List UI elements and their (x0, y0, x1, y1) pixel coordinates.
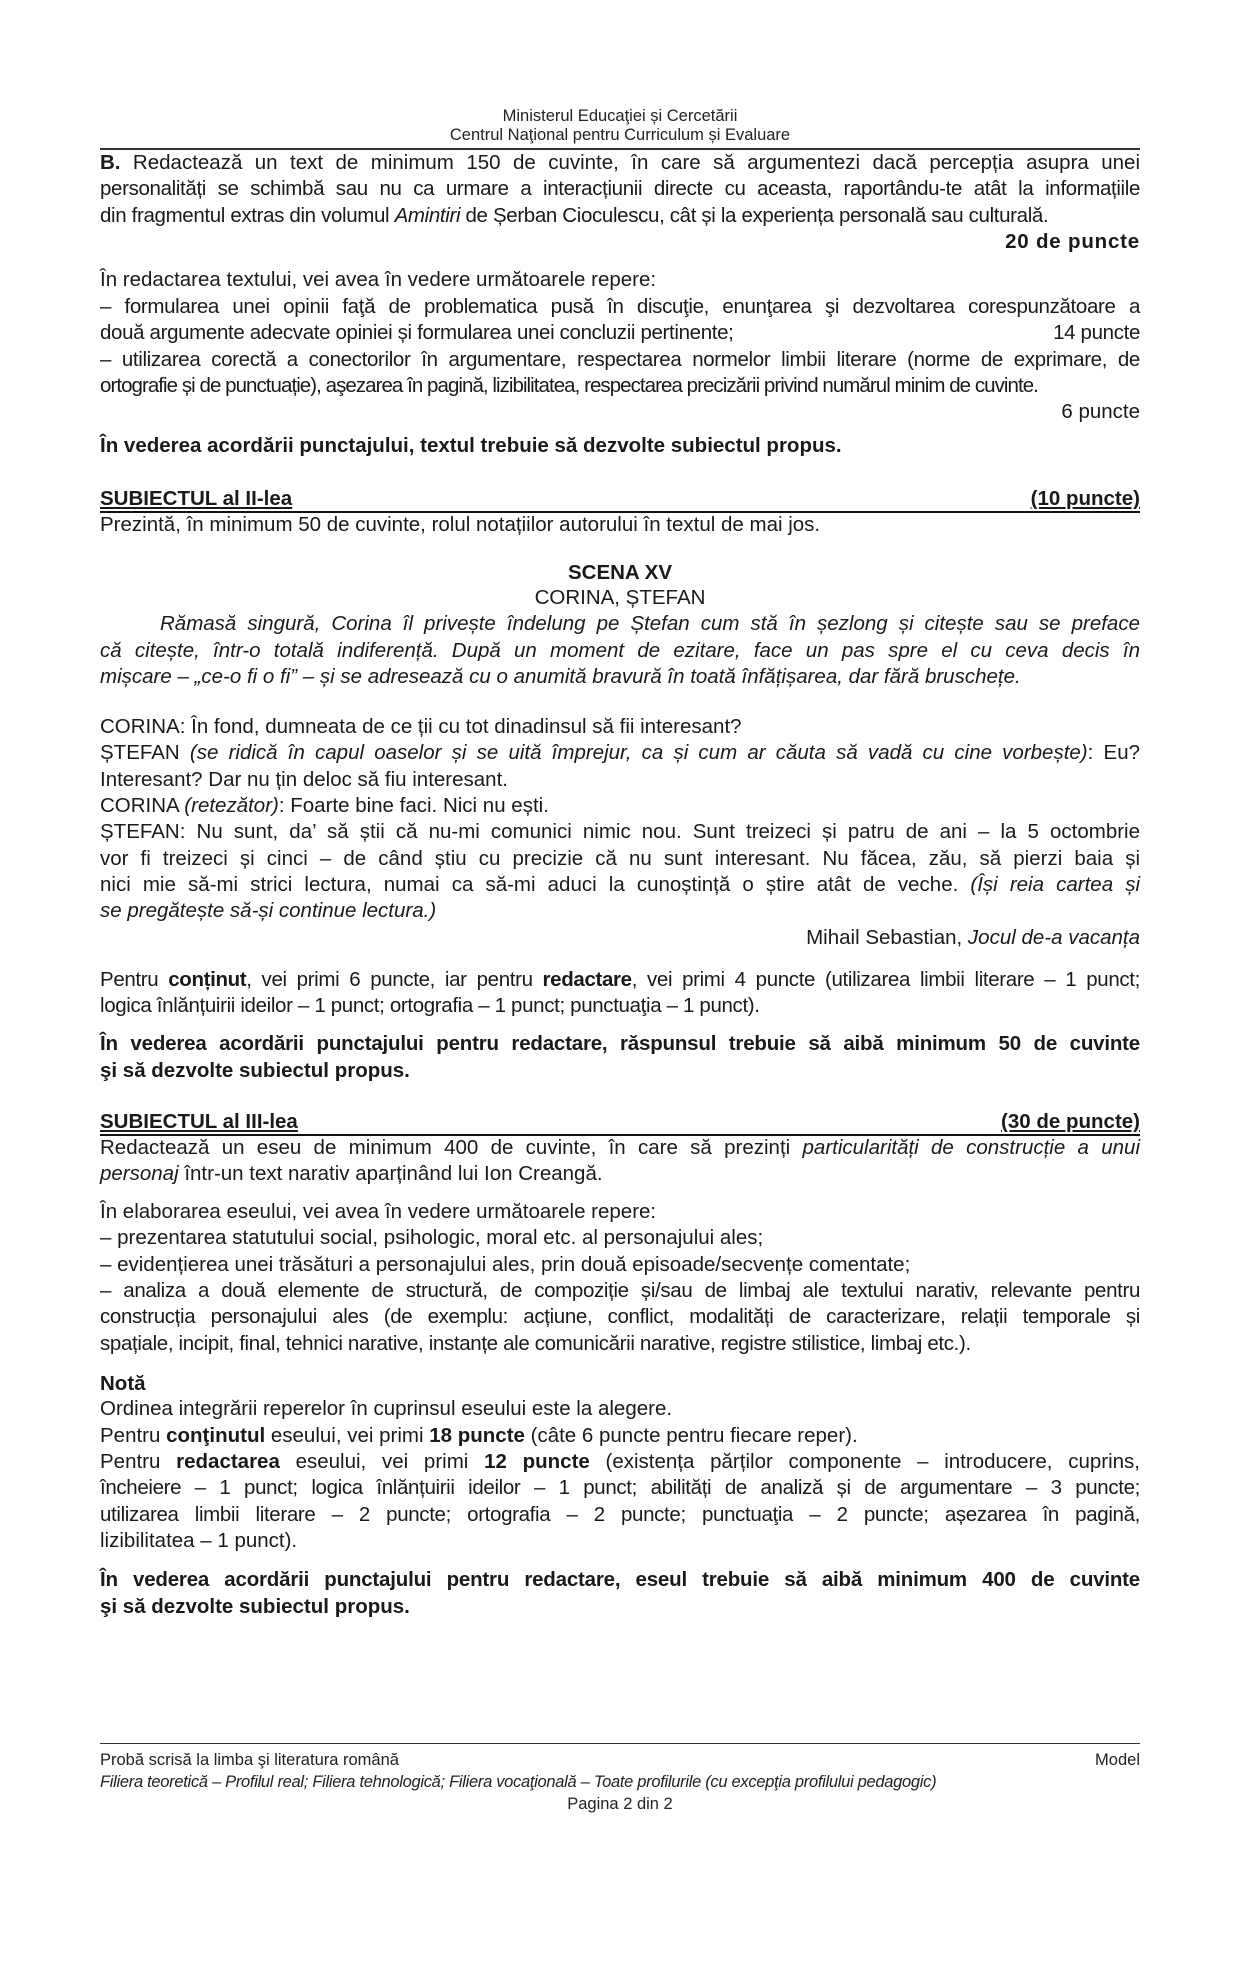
subiect3-final-note-2: şi să dezvolte subiectul propus. (100, 1595, 410, 1618)
stage-direction-inline-2: (retezător) (184, 794, 279, 817)
stage-direction-2: că citește, într-o totală indiferență. După un moment de ezitare, face un pas spre el cu ceva decis în (100, 639, 1140, 662)
dialogue-line-4 (100, 793, 1140, 820)
nota-text: eseului, vei primi (265, 1424, 430, 1447)
subiect3-reper-3: – analiza a două elemente de structură, de compoziție și/sau de limbaj ale textului narativ, relevante pentru (100, 1279, 1140, 1302)
nota-text: Pentru (100, 1450, 177, 1473)
partb-reper-1: – formularea unei opinii faţă de problematica pusă în discuţie, enunţarea şi dezvoltarea corespunzătoare a (100, 295, 1140, 318)
subiect2-prompt: Prezintă, în minimum 50 de cuvinte, rolul notațiilor autorului în textul de mai jos. (100, 513, 821, 536)
nota-text: (câte 6 puncte pentru fiecare reper). (524, 1424, 858, 1447)
nota-line-5: utilizarea limbii literare – 2 puncte; ortografia – 2 puncte; punctuaţia – 2 puncte; așezarea în pagină, (100, 1503, 1140, 1526)
subiect3-prompt-2 (100, 1161, 1140, 1188)
subiect2-points: (10 puncte) (1030, 487, 1140, 510)
dialogue-line-1: CORINA: În fond, dumneata de ce ții cu tot dinadinsul să fii interesant? (100, 715, 742, 738)
footer-rule (100, 1743, 1140, 1744)
footer-profiles: Filiera teoretică – Profilul real; Filiera tehnologică; Filiera vocaţională – Toate profilurile (cu excepţia profilului pedagogic) (100, 1773, 937, 1791)
subiect2-scoring-2: logica înlănțuirii ideilor – 1 punct; ortografia – 1 punct; punctuaţia – 1 punct). (100, 994, 760, 1017)
footer-model: Model (1095, 1751, 1140, 1769)
scene-characters: CORINA, ȘTEFAN (534, 586, 706, 609)
subiect3-prompt-italic: particularități de construcție a unui (802, 1136, 1140, 1159)
stage-direction-1: Rămasă singură, Corina îl privește îndelung pe Ștefan cum stă în șezlong și citește sau se preface (160, 612, 1140, 635)
partb-reper-1b (100, 320, 1140, 347)
stage-direction-3: mișcare – „ce-o fi o fi” – și se adresează cu o anumită bravură în toată înfățișarea, dar fără bruschețe. (100, 665, 1021, 688)
dialogue-line-8: se pregătește să-și continue lectura.) (100, 899, 437, 922)
nota-line-1: Ordinea integrării reperelor în cuprinsul eseului este la alegere. (100, 1397, 673, 1420)
nota-line-6: lizibilitatea – 1 punct). (100, 1529, 298, 1552)
scoring-bold: redactare (542, 968, 632, 991)
partb-reper-1b-text: două argumente adecvate opiniei și formularea unei concluzii pertinente; (100, 321, 734, 344)
nota-line-4: încheiere – 1 punct; logica înlănțuirii ideilor – 1 punct; abilități de analiză și de argumentare – 3 puncte; (100, 1476, 1140, 1499)
footer-line-1 (100, 1749, 1140, 1771)
dialogue-line-2 (100, 740, 1140, 767)
subiect3-reper-3c: spațiale, incipit, final, tehnici narative, instanțe ale comunicării narative, registre stilistice, limbaj etc.). (100, 1332, 971, 1355)
partb-line-2: personalități se schimbă sau nu ca urmare a interacțiunii directe cu aceasta, raportându-te atât la informațiile (100, 177, 1140, 200)
subiect3-prompt-text: Redactează un eseu de minimum 400 de cuvinte, în care să prezinți (100, 1136, 803, 1159)
stage-direction-inline: (se ridică în capul oaselor și se uită împrejur, ca și cum ar căuta să vadă cu cine vorbește) (189, 741, 1088, 764)
source-title: Jocul de-a vacanța (967, 926, 1140, 949)
footer-page-number: Pagina 2 din 2 (567, 1795, 673, 1813)
subiect2-heading (100, 487, 1140, 513)
subiect3-reper-1: – prezentarea statutului social, psihologic, moral etc. al personajului ales; (100, 1226, 764, 1249)
nota-line-3 (100, 1449, 1140, 1476)
partb-line-3 (100, 203, 1140, 230)
stage-direction-inline-3: (Își reia cartea și (970, 873, 1140, 896)
subiect3-prompt-italic-2: personaj (100, 1162, 179, 1185)
scoring-text: , vei primi 4 puncte (utilizarea limbii literare – 1 punct; (631, 968, 1140, 991)
subiect2-note-1: În vederea acordării punctajului pentru redactare, răspunsul trebuie să aibă minimum 50 de cuvinte (100, 1032, 1140, 1055)
partb-line3-post: de Șerban Cioculescu, cât și la experiența personală sau culturală. (460, 204, 1049, 227)
partb-repere-intro: În redactarea textului, vei avea în vedere următoarele repere: (100, 268, 657, 291)
dialogue-line-3: Interesant? Dar nu țin deloc să fiu interesant. (100, 768, 508, 791)
nota-text: eseului, vei primi (279, 1450, 485, 1473)
dialogue-line-7 (100, 872, 1140, 899)
nota-bold: conţinutul (166, 1424, 266, 1447)
nota-bold: redactarea (176, 1450, 280, 1473)
source-author: Mihail Sebastian, (806, 926, 968, 949)
partb-points: 20 de puncte (1005, 230, 1140, 253)
dialogue-line-6: vor fi treizeci și cinci – de când știu cu precizie că nu sunt interesant. Nu făcea, zău, să pierzi baia și (100, 847, 1140, 870)
footer-exam: Probă scrisă la limba şi literatura română (100, 1751, 399, 1769)
subiect3-title: SUBIECTUL al III-lea (100, 1110, 298, 1133)
nota-line-2 (100, 1423, 1140, 1450)
subiect3-prompt-post: într-un text narativ aparținând lui Ion Creangă. (178, 1162, 603, 1185)
nota-bold: 18 puncte (429, 1424, 525, 1447)
subiect3-final-note-1: În vederea acordării punctajului pentru redactare, eseul trebuie să aibă minimum 400 de cuvinte (100, 1568, 1140, 1591)
dialogue-line-4-post: : Foarte bine faci. Nici nu ești. (278, 794, 549, 817)
scene-title: SCENA XV (567, 561, 673, 584)
partb-label: B. (100, 151, 121, 174)
speaker-corina: CORINA (100, 794, 185, 817)
scoring-text: Pentru (100, 968, 169, 991)
scoring-bold: conținut (168, 968, 247, 991)
book-title: Amintiri (394, 204, 461, 227)
partb-reper-2b: ortografie și de punctuație), aşezarea în pagină, lizibilitatea, respectarea precizării privind numărul minim de cuvinte. (100, 374, 1038, 397)
source-citation (100, 925, 1140, 952)
dialogue-line-5: ȘTEFAN: Nu sunt, da’ să știi că nu-mi comunici nimic nou. Sunt treizeci și patru de ani – la 5 octombrie (100, 820, 1140, 843)
subiect2-title: SUBIECTUL al II-lea (100, 487, 293, 510)
subiect3-reper-2: – evidențierea unei trăsături a personajului ales, prin două episoade/secvențe comentate; (100, 1253, 911, 1276)
partb-reper-2: – utilizarea corectă a conectorilor în argumentare, respectarea normelor limbii literare (norme de exprimare, de (100, 348, 1140, 371)
header-center: Centrul Naţional pentru Curriculum și Evaluare (449, 126, 791, 144)
nota-bold: 12 puncte (484, 1450, 590, 1473)
partb-note: În vederea acordării punctajului, textul trebuie să dezvolte subiectul propus. (100, 434, 842, 457)
partb-line3-pre: din fragmentul extras din volumul (100, 204, 395, 227)
partb-line-1 (100, 150, 1140, 177)
subiect3-points: (30 de puncte) (1001, 1110, 1140, 1133)
dialogue-line-2-post: : Eu? (1087, 741, 1140, 764)
nota-title: Notă (100, 1372, 146, 1395)
scoring-text: , vei primi 6 puncte, iar pentru (246, 968, 543, 991)
subiect3-repere-intro: În elaborarea eseului, vei avea în vedere următoarele repere: (100, 1200, 657, 1223)
partb-reper-points-6: 6 puncte (1061, 400, 1140, 423)
partb-reper-points-14: 14 puncte (1053, 321, 1140, 344)
nota-text: Pentru (100, 1424, 167, 1447)
speaker-stefan: ȘTEFAN (100, 741, 190, 764)
nota-text: (existența părților componente – introducere, cuprins, (589, 1450, 1140, 1473)
subiect2-scoring-1 (100, 967, 1140, 994)
subiect3-prompt-1 (100, 1135, 1140, 1162)
partb-text-1: Redactează un text de minimum 150 de cuvinte, în care să argumentezi dacă percepția asupra unei (120, 151, 1140, 174)
subiect3-heading (100, 1110, 1140, 1136)
subiect2-note-2: şi să dezvolte subiectul propus. (100, 1059, 410, 1082)
dialogue-line-7-text: nici mie să-mi strici lectura, numai ca să-mi aduci la cunoștință o știre atât de veche. (100, 873, 971, 896)
header-ministry: Ministerul Educaţiei și Cercetării (502, 107, 738, 125)
subiect3-reper-3b: construcția personajului ales (de exemplu: acțiune, conflict, modalități de caracterizare, relații temporale și (100, 1305, 1140, 1328)
